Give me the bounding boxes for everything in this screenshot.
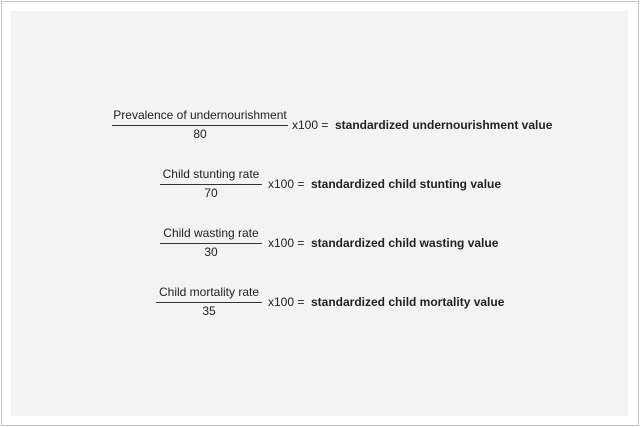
formula-panel xyxy=(11,11,628,416)
numerator-undernourishment: Prevalence of undernourishment xyxy=(113,108,287,122)
numerator-child-wasting: Child wasting rate xyxy=(163,226,259,240)
fraction-bar xyxy=(160,184,262,185)
fraction-child-stunting xyxy=(160,167,262,209)
numerator-child-mortality: Child mortality rate xyxy=(158,285,260,299)
formula-child-stunting xyxy=(160,167,580,211)
fraction-child-mortality xyxy=(156,285,262,327)
fraction-bar xyxy=(156,302,262,303)
formula-child-wasting xyxy=(160,226,580,270)
denominator-child-stunting: 70 xyxy=(204,186,218,200)
denominator-child-wasting: 30 xyxy=(204,245,218,259)
multiplier-undernourishment: x100 = xyxy=(292,118,329,132)
denominator-undernourishment: 80 xyxy=(193,127,207,141)
multiplier-child-wasting: x100 = xyxy=(268,236,305,250)
result-child-stunting: standardized child stunting value xyxy=(311,177,502,191)
fraction-bar xyxy=(112,125,288,126)
numerator-child-stunting: Child stunting rate xyxy=(162,167,260,181)
result-child-wasting: standardized child wasting value xyxy=(311,236,499,250)
fraction-child-wasting xyxy=(160,226,262,268)
multiplier-child-mortality: x100 = xyxy=(268,295,305,309)
denominator-child-mortality: 35 xyxy=(202,304,216,318)
formula-undernourishment xyxy=(112,108,562,152)
fraction-undernourishment xyxy=(112,108,288,150)
formula-child-mortality xyxy=(156,285,576,329)
result-undernourishment: standardized undernourishment value xyxy=(335,118,553,132)
multiplier-child-stunting: x100 = xyxy=(268,177,305,191)
fraction-bar xyxy=(160,243,262,244)
result-child-mortality: standardized child mortality value xyxy=(311,295,505,309)
